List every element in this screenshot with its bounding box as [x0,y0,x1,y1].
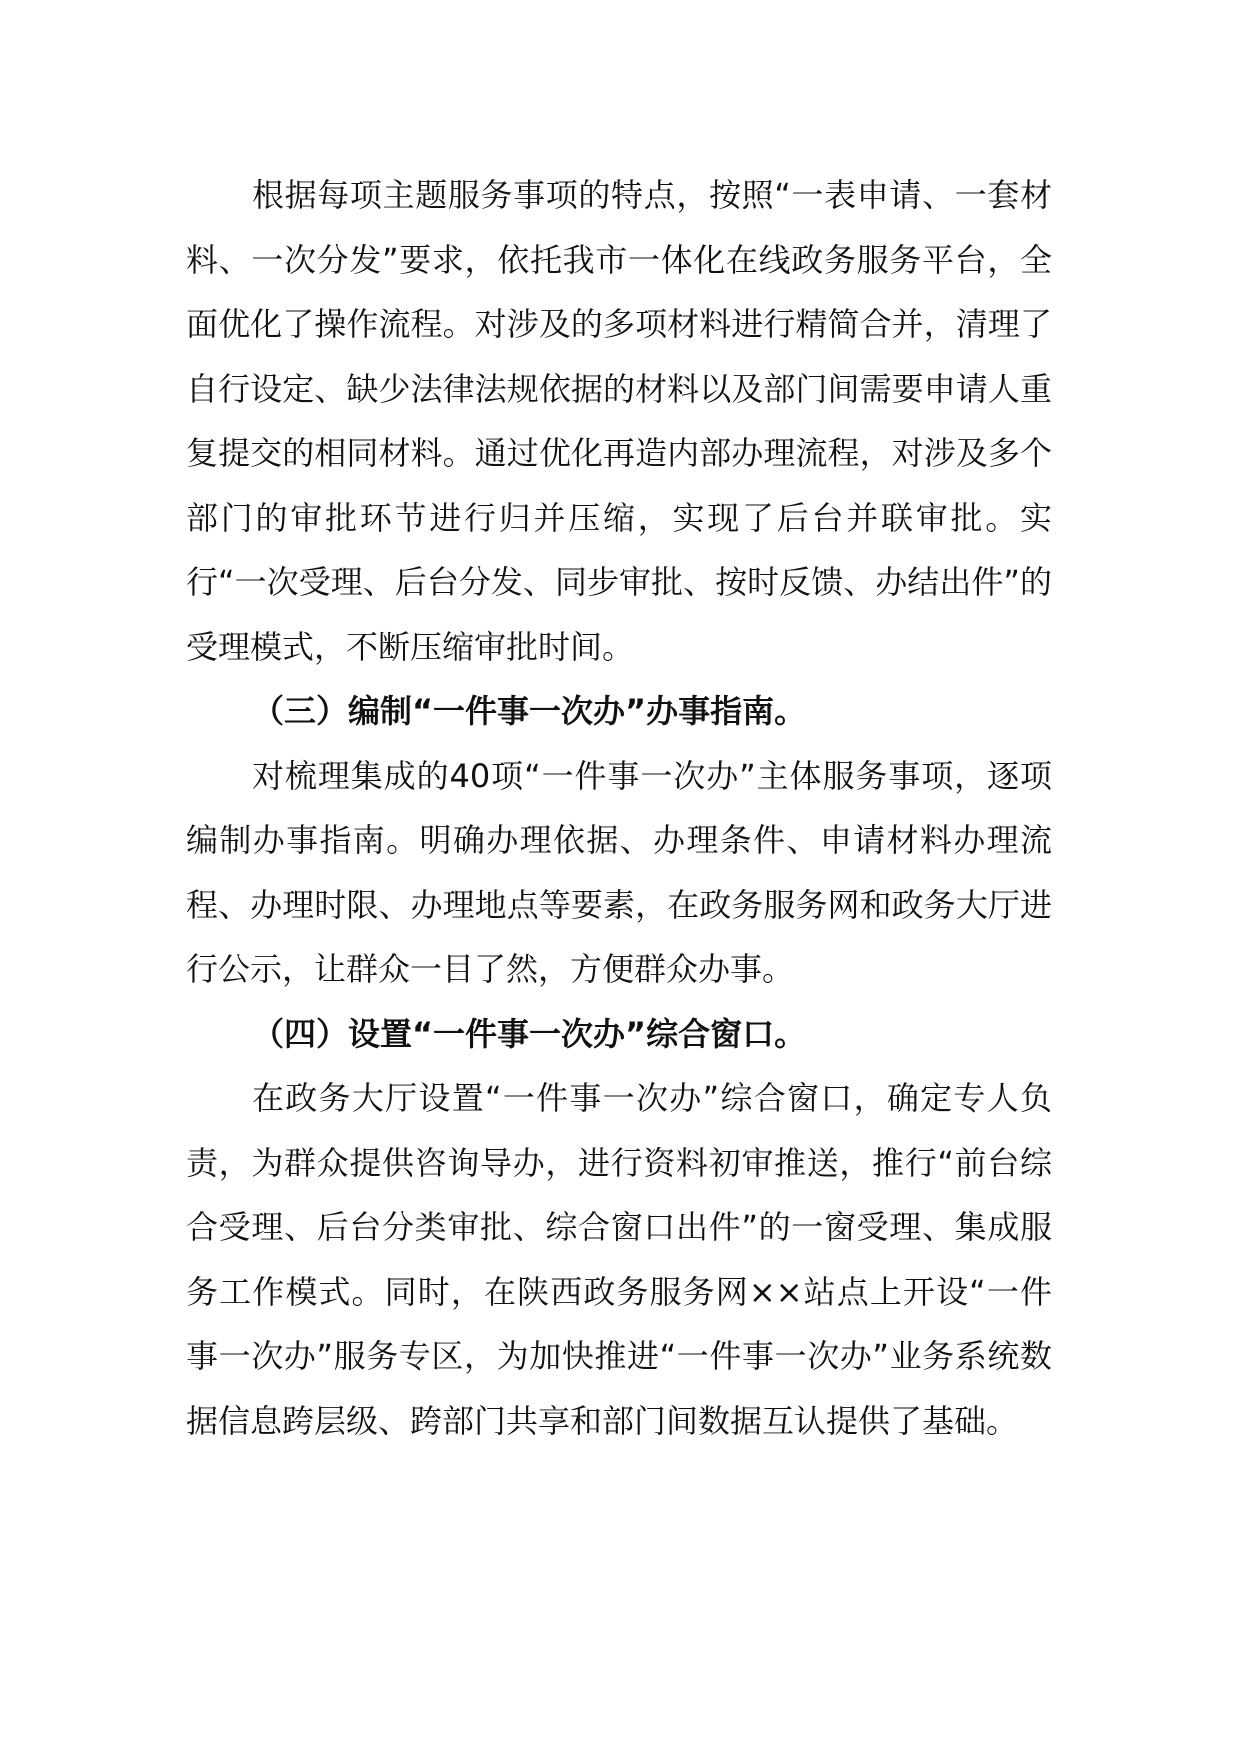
paragraph-guide: 对梳理集成的40项“一件事一次办”主体服务事项，逐项编制办事指南。明确办理依据、办理条件、申请材料办理流程、办理时限、办理地点等要素，在政务服务网和政务大厅进行公示，让群众一目了然，方便群众办事。 [186,756,1052,988]
section-heading-guide: （三）编制“一件事一次办”办事指南。 [252,692,807,730]
paragraph-optimize-process: 根据每项主题服务事项的特点，按照“一表申请、一套材料、一次分发”要求，依托我市一体化在线政务服务平台，全面优化了操作流程。对涉及的多项材料进行精简合并，清理了自行设定、缺少法律法规依据的材料以及部门间需要申请人重复提交的相同材料。通过优化再造内部办理流程，对涉及多个部门的审批环节进行归并压缩，实现了后台并联审批。实行“一次受理、后台分发、同步审批、按时反馈、办结出件”的受理模式，不断压缩审批时间。 [186,176,1052,666]
section-heading-window: （四）设置“一件事一次办”综合窗口。 [252,1014,807,1053]
paragraph-window: 在政务大厅设置“一件事一次办”综合窗口，确定专人负责，为群众提供咨询导办，进行资料初审推送，推行“前台综合受理、后台分类审批、综合窗口出件”的一窗受理、集成服务工作模式。同时，在陕西政务服务网××站点上开设“一件事一次办”服务专区，为加快推进“一件事一次办”业务系统数据信息跨层级、跨部门共享和部门间数据互认提供了基础。 [186,1079,1052,1440]
document-body [186,163,1052,1453]
